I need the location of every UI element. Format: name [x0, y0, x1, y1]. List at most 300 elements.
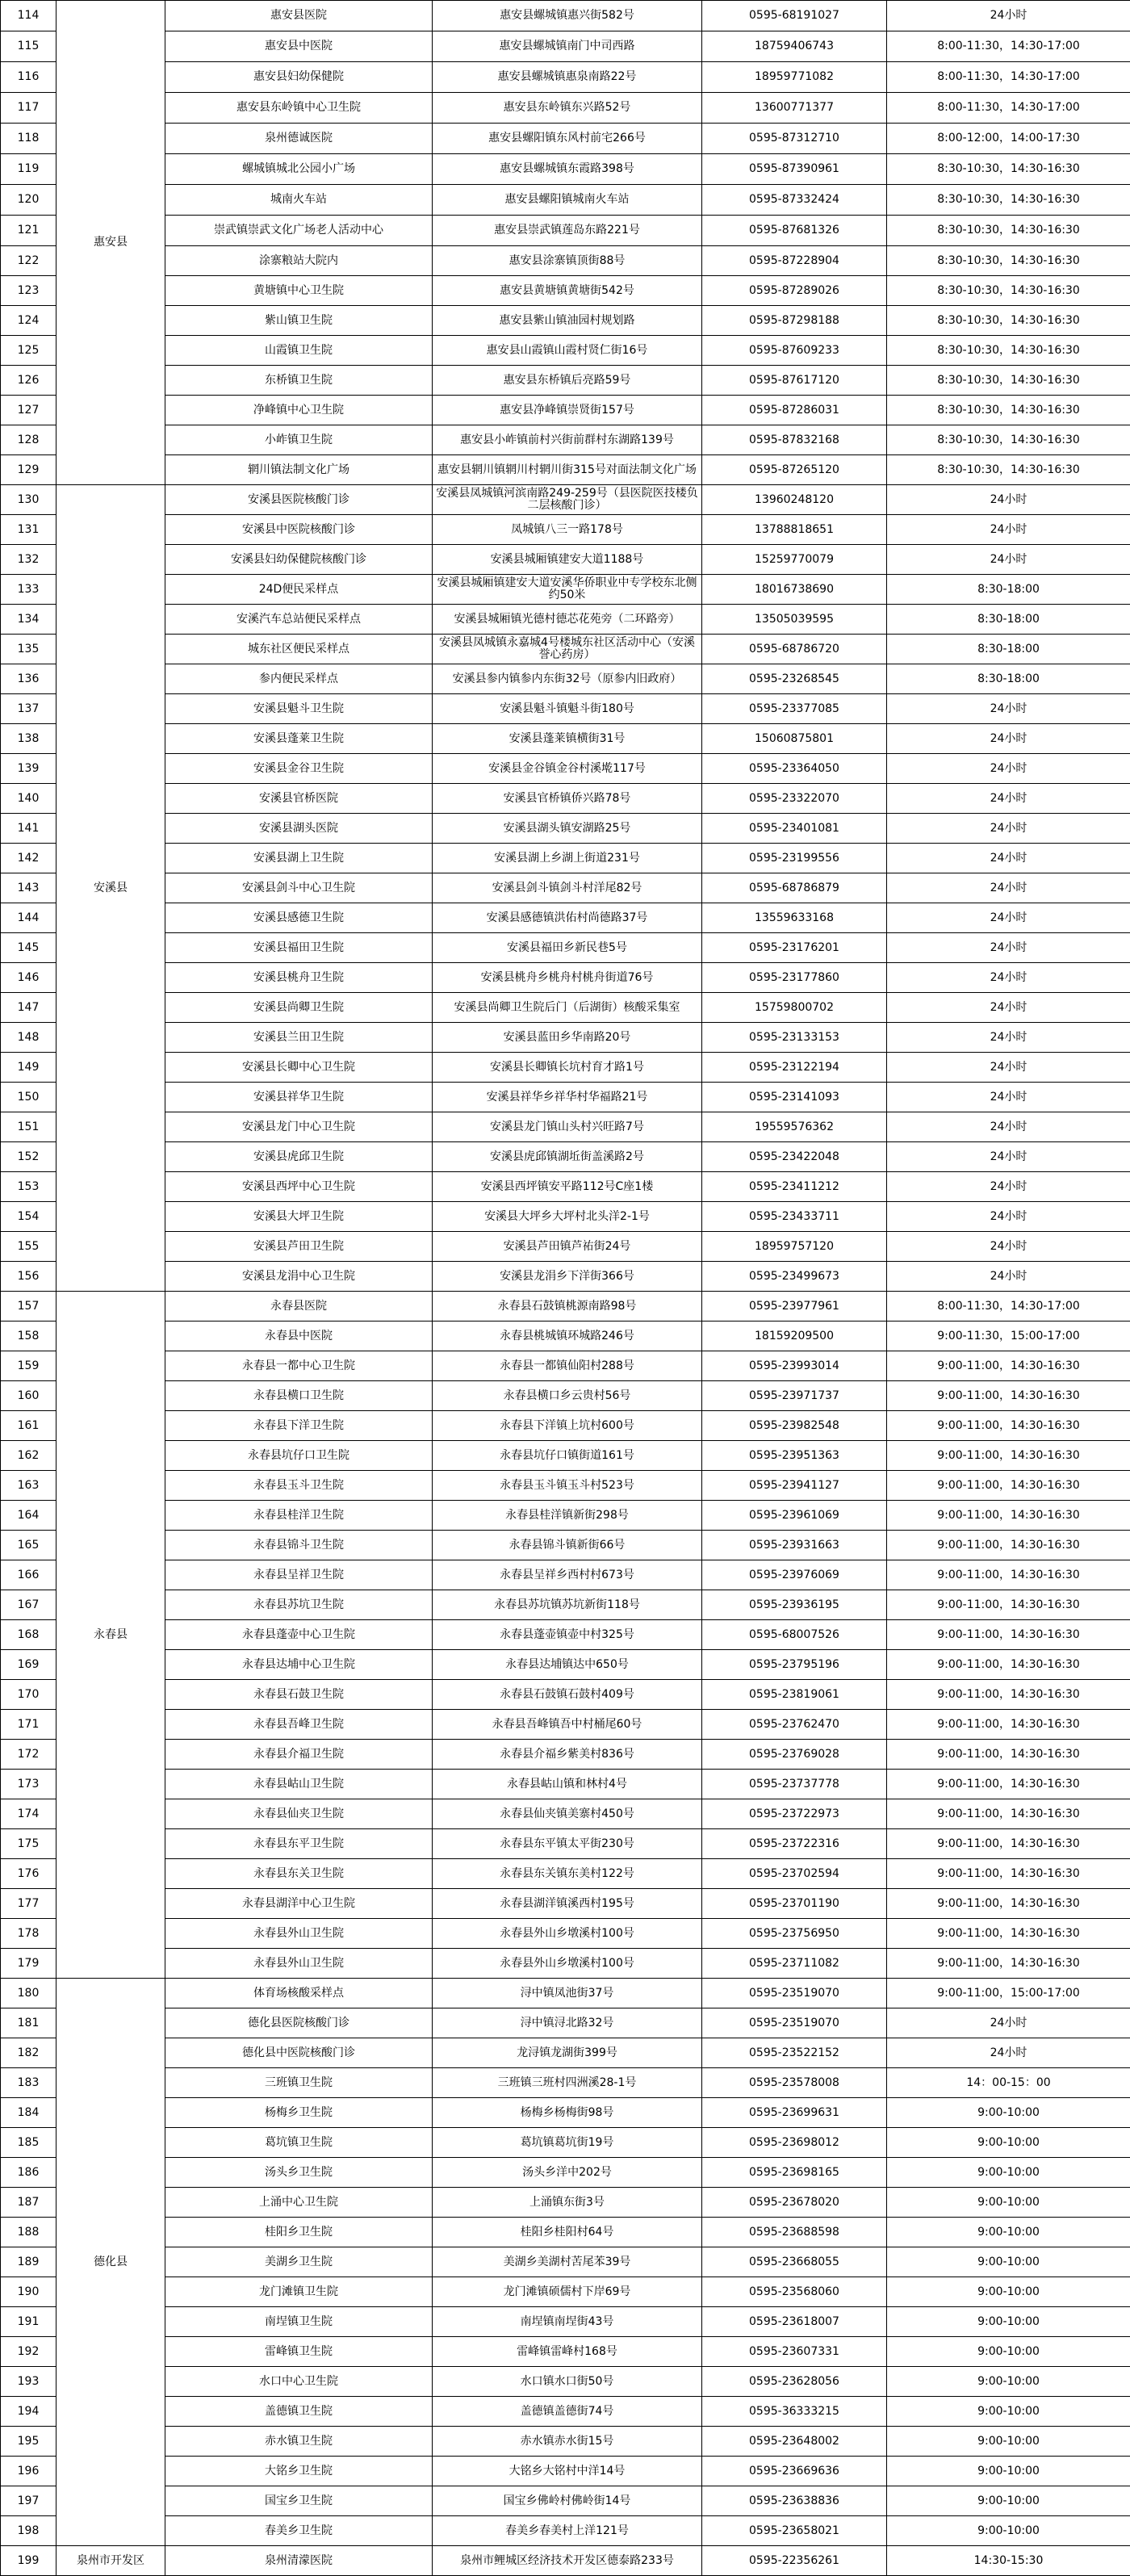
site-name: 杨梅乡卫生院 — [165, 2098, 433, 2128]
table-row — [1, 1, 1130, 31]
site-name: 泉州德诚医院 — [165, 124, 433, 154]
site-name: 安溪县魁斗卫生院 — [165, 694, 433, 724]
hours: 9:00-11:00，14:30-16:30 — [887, 1710, 1130, 1740]
row-number: 128 — [1, 425, 56, 455]
row-number: 139 — [1, 754, 56, 784]
row-number: 126 — [1, 366, 56, 396]
phone: 18759406743 — [702, 31, 887, 62]
table-row — [1, 1919, 1130, 1949]
phone: 0595-23618007 — [702, 2307, 887, 2337]
table-row — [1, 1560, 1130, 1590]
row-number: 147 — [1, 993, 56, 1023]
row-number: 175 — [1, 1829, 56, 1859]
table-row — [1, 2128, 1130, 2158]
table-row — [1, 2457, 1130, 2486]
row-number: 169 — [1, 1650, 56, 1680]
hours: 9:00-11:00，14:30-16:30 — [887, 1471, 1130, 1501]
address: 永春县石鼓镇石鼓村409号 — [433, 1680, 702, 1710]
phone: 0595-23711082 — [702, 1949, 887, 1979]
address: 葛坑镇葛坑街19号 — [433, 2128, 702, 2158]
phone: 0595-23422048 — [702, 1142, 887, 1172]
address: 永春县外山乡墩溪村100号 — [433, 1919, 702, 1949]
table-row — [1, 1590, 1130, 1620]
site-name: 永春县蓬壶中心卫生院 — [165, 1620, 433, 1650]
site-name: 参内便民采样点 — [165, 664, 433, 694]
address: 安溪县大坪乡大坪村北头洋2-1号 — [433, 1202, 702, 1232]
row-number: 150 — [1, 1083, 56, 1112]
address: 安溪县金谷镇金谷村溪墘117号 — [433, 754, 702, 784]
phone: 0595-23648002 — [702, 2427, 887, 2457]
table-row — [1, 1411, 1130, 1441]
table-row — [1, 2068, 1130, 2098]
site-name: 安溪县福田卫生院 — [165, 933, 433, 963]
table-row — [1, 2008, 1130, 2038]
table-row — [1, 1381, 1130, 1411]
phone: 0595-87265120 — [702, 455, 887, 485]
site-name: 美湖乡卫生院 — [165, 2247, 433, 2277]
site-name: 南埕镇卫生院 — [165, 2307, 433, 2337]
row-number: 124 — [1, 306, 56, 336]
row-number: 115 — [1, 31, 56, 62]
table-row — [1, 1770, 1130, 1799]
site-name: 黄塘镇中心卫生院 — [165, 276, 433, 306]
address: 泉州市鲤城区经济技术开发区德泰路233号 — [433, 2546, 702, 2576]
row-number: 134 — [1, 605, 56, 635]
row-number: 198 — [1, 2516, 56, 2546]
address: 安溪县虎邱镇湖坵街盖溪路2号 — [433, 1142, 702, 1172]
site-name: 惠安县妇幼保健院 — [165, 62, 433, 93]
address: 安溪县长卿镇长坑村育才路1号 — [433, 1053, 702, 1083]
site-name: 安溪县官桥医院 — [165, 784, 433, 814]
hours: 24小时 — [887, 694, 1130, 724]
table-row — [1, 605, 1130, 635]
row-number: 164 — [1, 1501, 56, 1531]
row-number: 158 — [1, 1322, 56, 1351]
phone: 0595-23678020 — [702, 2188, 887, 2218]
phone: 15259770079 — [702, 545, 887, 575]
table-row — [1, 1471, 1130, 1501]
hours: 9:00-11:00，14:30-16:30 — [887, 1620, 1130, 1650]
county-cell: 永春县 — [56, 1292, 165, 1979]
row-number: 130 — [1, 485, 56, 515]
address: 永春县东关镇东美村122号 — [433, 1859, 702, 1889]
address: 永春县下洋镇上坑村600号 — [433, 1411, 702, 1441]
address: 安溪县龙门镇山头村兴旺路7号 — [433, 1112, 702, 1142]
row-number: 178 — [1, 1919, 56, 1949]
address: 惠安县崇武镇莲岛东路221号 — [433, 216, 702, 246]
phone: 0595-87332424 — [702, 185, 887, 216]
address: 安溪县龙涓乡下洋街366号 — [433, 1262, 702, 1292]
address: 惠安县螺城镇东霞路398号 — [433, 154, 702, 185]
address: 永春县东平镇太平街230号 — [433, 1829, 702, 1859]
hours: 24小时 — [887, 515, 1130, 545]
site-name: 安溪县湖头医院 — [165, 814, 433, 844]
address: 春美乡春美村上洋121号 — [433, 2516, 702, 2546]
row-number: 171 — [1, 1710, 56, 1740]
address: 安溪县官桥镇侨兴路78号 — [433, 784, 702, 814]
site-name: 安溪县蓬莱卫生院 — [165, 724, 433, 754]
phone: 0595-23701190 — [702, 1889, 887, 1919]
site-name: 惠安县医院 — [165, 1, 433, 31]
hours: 9:00-11:00，14:30-16:30 — [887, 1799, 1130, 1829]
address: 永春县仙夹镇美寨村450号 — [433, 1799, 702, 1829]
table-row — [1, 276, 1130, 306]
table-row — [1, 185, 1130, 216]
address: 惠安县黄塘镇黄塘街542号 — [433, 276, 702, 306]
county-cell: 惠安县 — [56, 1, 165, 485]
table-row — [1, 154, 1130, 185]
site-name: 德化县中医院核酸门诊 — [165, 2038, 433, 2068]
address: 惠安县东桥镇后亮路59号 — [433, 366, 702, 396]
phone: 0595-23133153 — [702, 1023, 887, 1053]
row-number: 181 — [1, 2008, 56, 2038]
phone: 0595-23411212 — [702, 1172, 887, 1202]
site-name: 永春县东平卫生院 — [165, 1829, 433, 1859]
phone: 0595-23762470 — [702, 1710, 887, 1740]
phone: 0595-23499673 — [702, 1262, 887, 1292]
table-row — [1, 873, 1130, 903]
row-number: 131 — [1, 515, 56, 545]
address: 永春县桃城镇环城路246号 — [433, 1322, 702, 1351]
phone: 0595-23722316 — [702, 1829, 887, 1859]
table-row — [1, 1202, 1130, 1232]
hours: 9:00-10:00 — [887, 2158, 1130, 2188]
phone: 0595-23951363 — [702, 1441, 887, 1471]
site-name: 24D便民采样点 — [165, 575, 433, 605]
hours: 9:00-10:00 — [887, 2277, 1130, 2307]
row-number: 127 — [1, 396, 56, 425]
table-body — [1, 1, 1130, 2576]
row-number: 148 — [1, 1023, 56, 1053]
row-number: 192 — [1, 2337, 56, 2367]
site-name: 安溪县感德卫生院 — [165, 903, 433, 933]
table-row — [1, 515, 1130, 545]
phone: 0595-23971737 — [702, 1381, 887, 1411]
hours: 9:00-10:00 — [887, 2486, 1130, 2516]
table-row — [1, 1799, 1130, 1829]
phone: 0595-87312710 — [702, 124, 887, 154]
phone: 0595-23669636 — [702, 2457, 887, 2486]
table-row — [1, 2188, 1130, 2218]
phone: 0595-23177860 — [702, 963, 887, 993]
row-number: 144 — [1, 903, 56, 933]
site-name: 永春县石鼓卫生院 — [165, 1680, 433, 1710]
site-name: 东桥镇卫生院 — [165, 366, 433, 396]
table-row — [1, 963, 1130, 993]
address: 永春县桂洋镇新街298号 — [433, 1501, 702, 1531]
row-number: 132 — [1, 545, 56, 575]
hours: 9:00-11:00，14:30-16:30 — [887, 1531, 1130, 1560]
row-number: 166 — [1, 1560, 56, 1590]
site-name: 安溪县龙门中心卫生院 — [165, 1112, 433, 1142]
site-name: 雷峰镇卫生院 — [165, 2337, 433, 2367]
hours: 9:00-10:00 — [887, 2457, 1130, 2486]
site-name: 永春县湖洋中心卫生院 — [165, 1889, 433, 1919]
address: 安溪县芦田镇芦祐街24号 — [433, 1232, 702, 1262]
address: 安溪县凤城镇永嘉城4号楼城东社区活动中心（安溪誉心药房） — [433, 635, 702, 664]
table-row — [1, 124, 1130, 154]
site-name: 永春县一都中心卫生院 — [165, 1351, 433, 1381]
table-row — [1, 1441, 1130, 1471]
hours: 8:30-10:30，14:30-16:30 — [887, 455, 1130, 485]
row-number: 194 — [1, 2397, 56, 2427]
address: 永春县达埔镇达中650号 — [433, 1650, 702, 1680]
table-row — [1, 2337, 1130, 2367]
site-name: 安溪县龙涓中心卫生院 — [165, 1262, 433, 1292]
site-name: 安溪县西坪中心卫生院 — [165, 1172, 433, 1202]
phone: 0595-68007526 — [702, 1620, 887, 1650]
address: 盖德镇盖德街74号 — [433, 2397, 702, 2427]
hours: 8:00-11:30，14:30-17:00 — [887, 62, 1130, 93]
site-name: 永春县岵山卫生院 — [165, 1770, 433, 1799]
row-number: 145 — [1, 933, 56, 963]
site-name: 汤头乡卫生院 — [165, 2158, 433, 2188]
site-name: 安溪县金谷卫生院 — [165, 754, 433, 784]
table-row — [1, 1710, 1130, 1740]
site-name: 安溪县兰田卫生院 — [165, 1023, 433, 1053]
phone: 0595-23122194 — [702, 1053, 887, 1083]
address: 安溪县城厢镇光德村德芯花苑旁（二环路旁） — [433, 605, 702, 635]
address: 杨梅乡杨梅街98号 — [433, 2098, 702, 2128]
address: 安溪县魁斗镇魁斗街180号 — [433, 694, 702, 724]
hours: 9:00-11:00，14:30-16:30 — [887, 1441, 1130, 1471]
phone: 0595-23769028 — [702, 1740, 887, 1770]
phone: 0595-23141093 — [702, 1083, 887, 1112]
table-row — [1, 2367, 1130, 2397]
hours: 24小时 — [887, 1172, 1130, 1202]
site-name: 永春县东关卫生院 — [165, 1859, 433, 1889]
row-number: 182 — [1, 2038, 56, 2068]
table-row — [1, 62, 1130, 93]
address: 永春县岵山镇和林村4号 — [433, 1770, 702, 1799]
row-number: 176 — [1, 1859, 56, 1889]
phone: 0595-87832168 — [702, 425, 887, 455]
phone: 0595-23941127 — [702, 1471, 887, 1501]
site-name: 安溪县尚卿卫生院 — [165, 993, 433, 1023]
table-row — [1, 1889, 1130, 1919]
phone: 0595-23401081 — [702, 814, 887, 844]
phone: 0595-23628056 — [702, 2367, 887, 2397]
table-row — [1, 1083, 1130, 1112]
hours: 9:00-10:00 — [887, 2307, 1130, 2337]
row-number: 117 — [1, 93, 56, 124]
hours: 8:30-10:30，14:30-16:30 — [887, 366, 1130, 396]
hours: 24小时 — [887, 2038, 1130, 2068]
phone: 0595-23322070 — [702, 784, 887, 814]
site-name: 安溪汽车总站便民采样点 — [165, 605, 433, 635]
address: 安溪县剑斗镇剑斗村洋尾82号 — [433, 873, 702, 903]
row-number: 133 — [1, 575, 56, 605]
row-number: 162 — [1, 1441, 56, 1471]
hours: 9:00-11:00，14:30-16:30 — [887, 1740, 1130, 1770]
site-name: 安溪县中医院核酸门诊 — [165, 515, 433, 545]
row-number: 153 — [1, 1172, 56, 1202]
table-row — [1, 724, 1130, 754]
row-number: 137 — [1, 694, 56, 724]
address: 赤水镇赤水街15号 — [433, 2427, 702, 2457]
hours: 24小时 — [887, 1202, 1130, 1232]
address: 惠安县净峰镇崇贤街157号 — [433, 396, 702, 425]
table-row — [1, 1351, 1130, 1381]
hours: 9:00-10:00 — [887, 2247, 1130, 2277]
row-number: 151 — [1, 1112, 56, 1142]
hours: 24小时 — [887, 963, 1130, 993]
hours: 14：00-15：00 — [887, 2068, 1130, 2098]
phone: 0595-87286031 — [702, 396, 887, 425]
table-row — [1, 2397, 1130, 2427]
address: 安溪县湖头镇安湖路25号 — [433, 814, 702, 844]
site-name: 安溪县长卿中心卫生院 — [165, 1053, 433, 1083]
row-number: 138 — [1, 724, 56, 754]
hours: 24小时 — [887, 1023, 1130, 1053]
hours: 8:00-11:30，14:30-17:00 — [887, 31, 1130, 62]
address: 惠安县山霞镇山霞村贤仁街16号 — [433, 336, 702, 366]
row-number: 170 — [1, 1680, 56, 1710]
address: 惠安县螺城镇南门中司西路 — [433, 31, 702, 62]
address: 永春县蓬壶镇壶中村325号 — [433, 1620, 702, 1650]
site-name: 永春县坑仔口卫生院 — [165, 1441, 433, 1471]
site-name: 永春县仙夹卫生院 — [165, 1799, 433, 1829]
table-row — [1, 366, 1130, 396]
row-number: 159 — [1, 1351, 56, 1381]
address: 惠安县辋川镇辋川村辋川街315号对面法制文化广场 — [433, 455, 702, 485]
row-number: 183 — [1, 2068, 56, 2098]
table-row — [1, 2546, 1130, 2576]
table-row — [1, 2516, 1130, 2546]
address: 安溪县蓬莱镇横街31号 — [433, 724, 702, 754]
phone: 0595-23795196 — [702, 1650, 887, 1680]
hours: 24小时 — [887, 485, 1130, 515]
site-name: 上涌中心卫生院 — [165, 2188, 433, 2218]
table-row — [1, 814, 1130, 844]
hours: 8:30-10:30，14:30-16:30 — [887, 396, 1130, 425]
site-name: 三班镇卫生院 — [165, 2068, 433, 2098]
hours: 24小时 — [887, 933, 1130, 963]
table-row — [1, 2427, 1130, 2457]
phone: 0595-68786879 — [702, 873, 887, 903]
phone: 0595-23977961 — [702, 1292, 887, 1322]
table-row — [1, 1023, 1130, 1053]
site-name: 永春县介福卫生院 — [165, 1740, 433, 1770]
table-row — [1, 1053, 1130, 1083]
hours: 24小时 — [887, 1053, 1130, 1083]
site-name: 永春县锦斗卫生院 — [165, 1531, 433, 1560]
table-row — [1, 1620, 1130, 1650]
phone: 0595-23268545 — [702, 664, 887, 694]
row-number: 118 — [1, 124, 56, 154]
table-row — [1, 784, 1130, 814]
site-name: 城南火车站 — [165, 185, 433, 216]
table-row — [1, 1650, 1130, 1680]
hours: 9:00-11:00，14:30-16:30 — [887, 1680, 1130, 1710]
site-name: 安溪县妇幼保健院核酸门诊 — [165, 545, 433, 575]
row-number: 140 — [1, 784, 56, 814]
row-number: 154 — [1, 1202, 56, 1232]
phone: 0595-23176201 — [702, 933, 887, 963]
row-number: 152 — [1, 1142, 56, 1172]
row-number: 195 — [1, 2427, 56, 2457]
hours: 9:00-10:00 — [887, 2397, 1130, 2427]
phone: 0595-23377085 — [702, 694, 887, 724]
table-row — [1, 485, 1130, 515]
hours: 24小时 — [887, 1262, 1130, 1292]
site-name: 安溪县桃舟卫生院 — [165, 963, 433, 993]
phone: 0595-23702594 — [702, 1859, 887, 1889]
site-name: 国宝乡卫生院 — [165, 2486, 433, 2516]
address: 安溪县参内镇参内东街32号（原参内旧政府） — [433, 664, 702, 694]
site-name: 盖德镇卫生院 — [165, 2397, 433, 2427]
address: 安溪县凤城镇河滨南路249-259号（县医院医技楼负二层核酸门诊） — [433, 485, 702, 515]
hours: 8:00-11:30，14:30-17:00 — [887, 1292, 1130, 1322]
row-number: 199 — [1, 2546, 56, 2576]
hours: 24小时 — [887, 873, 1130, 903]
address: 汤头乡洋中202号 — [433, 2158, 702, 2188]
address: 惠安县涂寨镇顶街88号 — [433, 246, 702, 276]
row-number: 197 — [1, 2486, 56, 2516]
hours: 24小时 — [887, 844, 1130, 873]
hours: 9:00-11:00，14:30-16:30 — [887, 1501, 1130, 1531]
row-number: 196 — [1, 2457, 56, 2486]
hours: 9:00-10:00 — [887, 2098, 1130, 2128]
row-number: 173 — [1, 1770, 56, 1799]
site-name: 永春县呈祥卫生院 — [165, 1560, 433, 1590]
row-number: 191 — [1, 2307, 56, 2337]
phone: 0595-87609233 — [702, 336, 887, 366]
address: 安溪县福田乡新民巷5号 — [433, 933, 702, 963]
hours: 9:00-10:00 — [887, 2427, 1130, 2457]
row-number: 120 — [1, 185, 56, 216]
row-number: 156 — [1, 1262, 56, 1292]
hours: 9:00-11:00，14:30-16:30 — [887, 1919, 1130, 1949]
table-row — [1, 1112, 1130, 1142]
row-number: 149 — [1, 1053, 56, 1083]
table-row — [1, 2486, 1130, 2516]
address: 惠安县螺城镇惠泉南路22号 — [433, 62, 702, 93]
phone: 0595-87228904 — [702, 246, 887, 276]
table-row — [1, 1501, 1130, 1531]
row-number: 125 — [1, 336, 56, 366]
hours: 8:30-18:00 — [887, 635, 1130, 664]
site-name: 永春县吾峰卫生院 — [165, 1710, 433, 1740]
phone: 0595-23982548 — [702, 1411, 887, 1441]
phone: 0595-23364050 — [702, 754, 887, 784]
address: 南埕镇南埕街43号 — [433, 2307, 702, 2337]
address: 惠安县螺城镇惠兴街582号 — [433, 1, 702, 31]
row-number: 190 — [1, 2277, 56, 2307]
row-number: 165 — [1, 1531, 56, 1560]
hours: 9:00-10:00 — [887, 2367, 1130, 2397]
site-name: 永春县玉斗卫生院 — [165, 1471, 433, 1501]
site-name: 永春县下洋卫生院 — [165, 1411, 433, 1441]
address: 永春县呈祥乡西村村673号 — [433, 1560, 702, 1590]
address: 桂阳乡桂阳村64号 — [433, 2218, 702, 2247]
site-name: 紫山镇卫生院 — [165, 306, 433, 336]
phone: 18959771082 — [702, 62, 887, 93]
table-row — [1, 754, 1130, 784]
address: 龙门滩镇硕儒村下岸69号 — [433, 2277, 702, 2307]
address: 浔中镇浔北路32号 — [433, 2008, 702, 2038]
phone: 0595-23688598 — [702, 2218, 887, 2247]
hours: 9:00-11:00，14:30-16:30 — [887, 1829, 1130, 1859]
site-name: 德化县医院核酸门诊 — [165, 2008, 433, 2038]
hours: 24小时 — [887, 1, 1130, 31]
hours: 9:00-11:00，15:00-17:00 — [887, 1979, 1130, 2008]
site-name: 葛坑镇卫生院 — [165, 2128, 433, 2158]
address: 安溪县尚卿卫生院后门（后湖街）核酸采集室 — [433, 993, 702, 1023]
address: 永春县石鼓镇桃源南路98号 — [433, 1292, 702, 1322]
address: 安溪县湖上乡湖上街道231号 — [433, 844, 702, 873]
table-row — [1, 93, 1130, 124]
